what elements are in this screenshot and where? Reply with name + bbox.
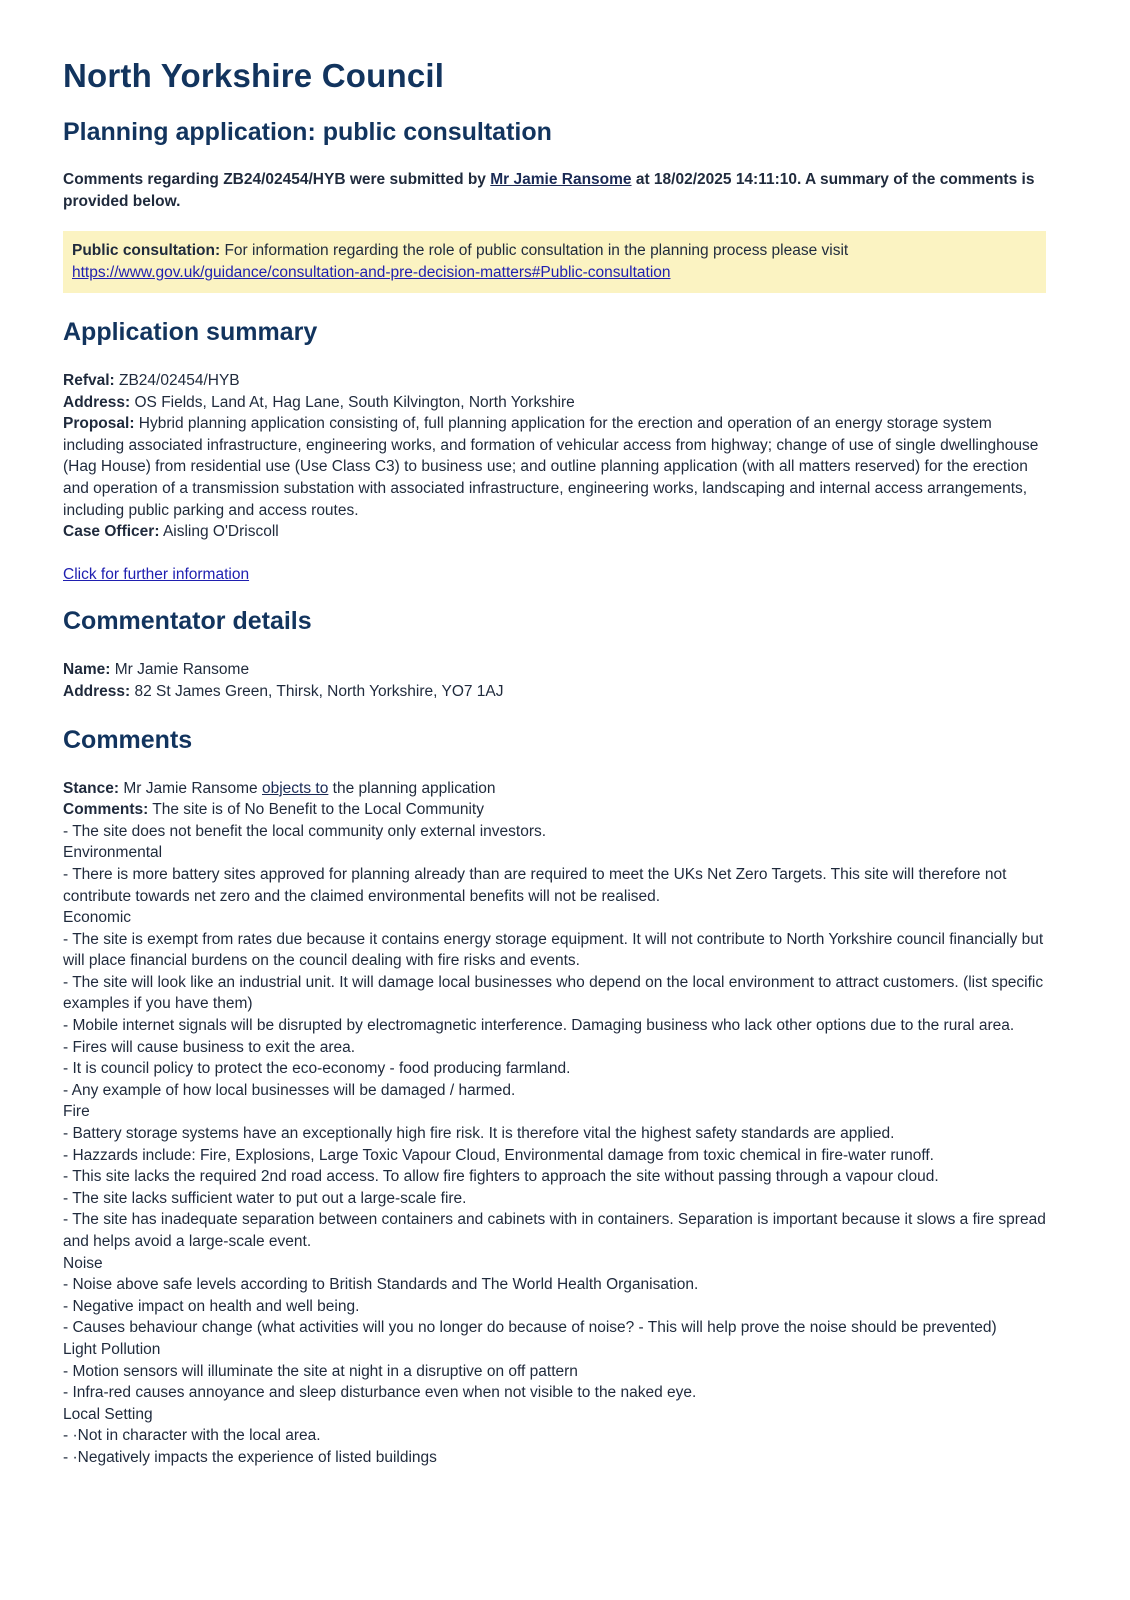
notice-label: Public consultation: [72,242,221,259]
comment-line: - Fires will cause business to exit the area. [63,1038,356,1056]
comments-label: Comments: [63,801,149,819]
submitter-name-link[interactable]: Mr Jamie Ransome [490,171,632,188]
comment-line: Environmental [63,844,163,862]
stance-name: Mr Jamie Ransome [123,779,258,797]
proposal-row [63,413,1046,521]
stance-objects-link[interactable]: objects to [262,779,329,797]
comment-line: - The site will look like an industrial unit. It will damage local businesses who depend on the local environment to attract customers. (list specific examples if you have them) [63,973,1044,1013]
comment-line: - Any example of how local businesses will be damaged / harmed. [63,1081,516,1099]
case-officer-label: Case Officer: [63,523,160,541]
stance-row [63,778,1046,800]
comment-line: - ·Not in character with the local area. [63,1427,321,1445]
further-info [63,564,1046,586]
address-label: Address: [63,393,131,411]
comment-line: - There is more battery sites approved for planning already than are required to meet the UKs Net Zero Targets. This site will therefore not contribute towards net zero and the claimed environmental benefits will not be realised. [63,865,1007,905]
application-summary-heading: Application summary [63,318,318,346]
commentator-name: Mr Jamie Ransome [114,661,250,679]
stance-label: Stance: [63,779,119,797]
case-officer-row [63,521,1046,543]
refval-label: Refval: [63,372,115,389]
commentator-name-label: Name: [63,661,111,679]
commentator-address-label: Address: [63,682,131,700]
comment-line: - This site lacks the required 2nd road access. To allow fire fighters to approach the site without passing through a vapour cloud. [63,1168,939,1186]
commentator-address-row [63,681,1046,703]
council-title: North Yorkshire Council [63,57,445,94]
comment-line: - The site lacks sufficient water to put out a large-scale fire. [63,1189,467,1207]
comment-line: - Infra-red causes annoyance and sleep disturbance even when not visible to the naked eye. [63,1384,697,1402]
comment-lines [63,821,1046,1469]
commentator-heading: Commentator details [63,607,312,636]
comments-body [63,778,1046,1469]
comment-line: - Negative impact on health and well being. [63,1297,360,1315]
public-consultation-notice [63,231,1046,293]
comment-line: - The site has inadequate separation between containers and cabinets with in containers. Separation is important because it slows a fire spread and helps avoid a large-scale event. [63,1211,1046,1250]
comment-line: Light Pollution [63,1340,161,1358]
commentator-name-row [63,659,1046,681]
refval-value: ZB24/02454/HYB [119,372,240,389]
comment-line: Local Setting [63,1405,153,1423]
further-information-link[interactable]: Click for further information [63,565,250,583]
comment-line: Fire [63,1103,90,1121]
case-officer-value: Aisling O'Driscoll [162,523,279,541]
comments-heading: Comments [63,725,193,754]
notice-text: For information regarding the role of public consultation in the planning process please visit [224,242,849,259]
comments-first-line: The site is of No Benefit to the Local Community [152,801,484,819]
submission-prefix: Comments regarding ZB24/02454/HYB were submitted by [63,171,486,188]
application-summary [63,370,1046,543]
address-value: OS Fields, Land At, Hag Lane, South Kilvington, North Yorkshire [134,393,575,411]
comments-first-row [63,799,1046,821]
comment-line: - The site is exempt from rates due because it contains energy storage equipment. It will not contribute to North Yorkshire council financially but will place financial burdens on the council dealing with fire risks and events. [63,930,1044,970]
consultation-guidance-link[interactable]: https://www.gov.uk/guidance/consultation-and-pre-decision-matters#Public-consultation [72,263,671,281]
comment-line: - Noise above safe levels according to British Standards and The World Health Organisation. [63,1276,699,1294]
comment-line: - Motion sensors will illuminate the site at night in a disruptive on off pattern [63,1362,578,1380]
submission-suffix: at 18/02/2025 14:11:10. A summary of the comments is provided below. [63,171,1035,210]
address-row [63,392,1046,414]
commentator-address: 82 St James Green, Thirsk, North Yorkshire, YO7 1AJ [134,682,504,700]
commentator-details [63,659,1046,702]
comment-line: - The site does not benefit the local community only external investors. [63,822,547,840]
comment-line: - It is council policy to protect the eco-economy - food producing farmland. [63,1060,571,1078]
stance-suffix: the planning application [332,779,496,797]
proposal-label: Proposal: [63,415,135,433]
comment-line: Economic [63,909,132,927]
submission-summary [63,169,1046,213]
comment-line: - ·Negatively impacts the experience of listed buildings [63,1448,437,1466]
comment-line: - Battery storage systems have an exceptionally high fire risk. It is therefore vital the highest safety standards are applied. [63,1125,895,1143]
comment-line: Noise [63,1254,103,1272]
refval-row [63,370,1046,392]
page-heading: Planning application: public consultation [63,118,552,146]
comment-line: - Causes behaviour change (what activities will you no longer do because of noise? - This will help prove the noise should be prevented) [63,1319,997,1337]
proposal-value: Hybrid planning application consisting of, full planning application for the erection and operation of an energy storage system including associated infrastructure, engineering works, and formation of vehicular access from highway; change of use of single dwellinghouse (Hag House) from residential use (Use Class C3) to business use; and outline planning application (with all matters reserved) for the erection and operation of a transmission substation with associated infrastructure, engineering works, landscaping and internal access arrangements, including public parking and access routes. [63,415,1039,519]
comment-line: - Mobile internet signals will be disrupted by electromagnetic interference. Damaging business who lack other options due to the rural area. [63,1017,1015,1035]
comment-line: - Hazzards include: Fire, Explosions, Large Toxic Vapour Cloud, Environmental damage from toxic chemical in fire-water runoff. [63,1146,934,1164]
